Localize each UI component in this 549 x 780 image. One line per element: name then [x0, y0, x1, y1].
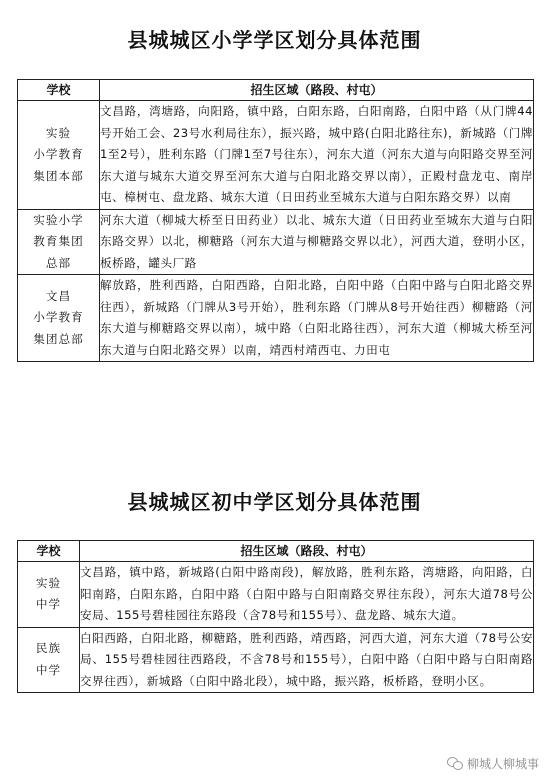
table-header-row — [18, 541, 534, 562]
school-header: 学校 — [18, 541, 80, 562]
table-row — [18, 101, 534, 210]
watermark-text: 柳城人柳城事 — [466, 757, 539, 771]
area-cell: 白阳西路，白阳北路，柳糖路，胜利西路，靖西路，河西大道，河东大道（78号公安局、155号碧桂园往西路段，不含78号和155号），白阳中路（白阳中路与白阳南路交界往西），新城路（白阳中路北段），城中路，振兴路，板桥路，登明小区。 — [80, 627, 534, 693]
school-cell: 文昌 小学教育 集团总部 — [18, 275, 100, 362]
area-cell: 解放路，胜利西路，白阳西路，白阳北路，白阳中路（白阳中路与白阳北路交界往西），新城路（门牌从3号开始），胜利东路（门牌从8号开始往西）柳糖路（河东大道与柳糖路交界以南），城中路（白阳北路往西），河东大道（柳城大桥至河东大道与白阳北路交界）以南，靖西村靖西屯、力田屯 — [100, 275, 534, 362]
school-cell: 实验小学 教育集团 总部 — [18, 209, 100, 275]
primary-school-title: 县城城区小学学区划分具体范围 — [127, 28, 422, 52]
school-cell: 实验 小学教育 集团本部 — [18, 101, 100, 210]
middle-school-table — [17, 540, 534, 693]
area-cell: 文昌路，镇中路，新城路(白阳中路南段)，解放路，胜利东路，湾塘路，向阳路，白阳南路，白阳东路，白阳中路（白阳中路与白阳南路交界往东段），河东大道78号公安局、155号碧桂园往东路段（含78号和155号）、盘龙路、城东大道。 — [80, 562, 534, 628]
table-row — [18, 275, 534, 362]
table-row — [18, 209, 534, 275]
area-header: 招生区域（路段、村屯） — [100, 80, 534, 101]
middle-school-title: 县城城区初中学区划分具体范围 — [127, 490, 422, 514]
watermark — [447, 755, 539, 772]
primary-school-table — [17, 79, 534, 362]
area-cell: 河东大道（柳城大桥至日田药业）以北、城东大道（日田药业至城东大道与白阳东路交界）以北，柳糖路（河东大道与柳糖路交界以北），河西大道，登明小区，板桥路，罐头厂路 — [100, 209, 534, 275]
school-cell: 实验 中学 — [18, 562, 80, 628]
table-header-row — [18, 80, 534, 101]
table-row — [18, 627, 534, 693]
school-header: 学校 — [18, 80, 100, 101]
wechat-icon — [447, 757, 463, 770]
school-cell: 民族 中学 — [18, 627, 80, 693]
area-header: 招生区域（路段、村屯） — [80, 541, 534, 562]
area-cell: 文昌路，湾塘路，向阳路，镇中路，白阳东路，白阳南路，白阳中路（从门牌44号开始工会、23号水利局往东），振兴路，城中路(白阳北路往东)，新城路（门牌1至2号），胜利东路（门牌1至7号往东），河东大道（河东大道与向阳路交界至河东大道与城东大道交界至河东大道与白阳北路交界以南），正殿村盘龙屯、南岸屯、樟树屯、盘龙路、城东大道（日田药业至城东大道与白阳东路交界）以南 — [100, 101, 534, 210]
table-row — [18, 562, 534, 628]
